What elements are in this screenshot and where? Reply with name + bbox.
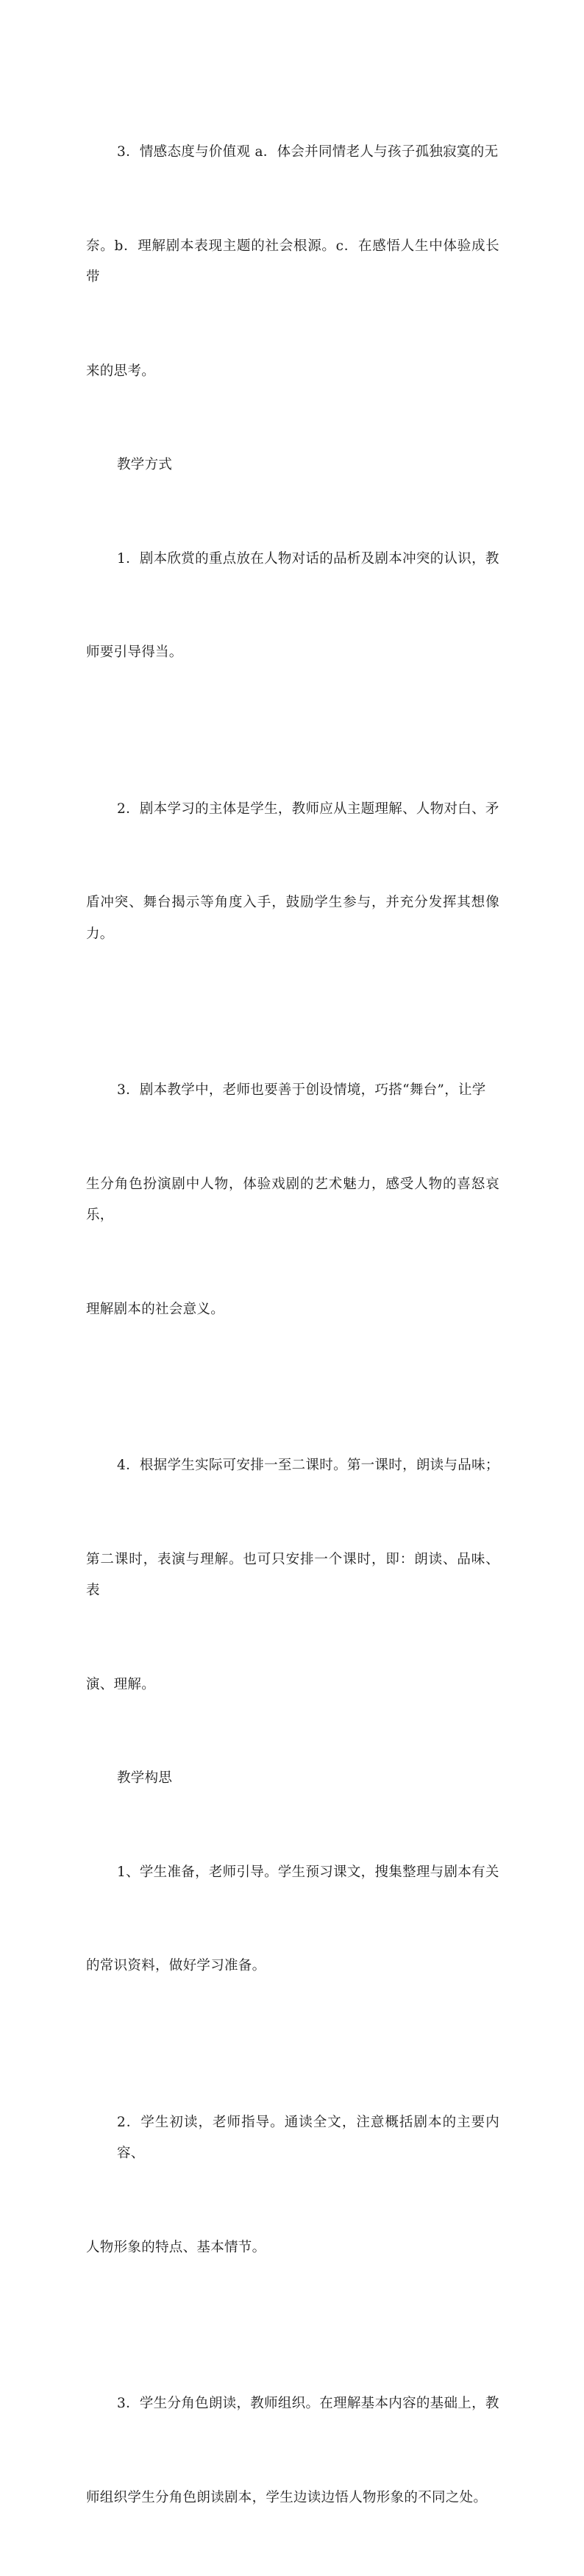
text-line: 盾冲突、舞台揭示等角度入手，鼓励学生参与，并充分发挥其想像力。 xyxy=(86,895,499,942)
text-line: 2．剧本学习的主体是学生，教师应从主题理解、人物对白、矛 xyxy=(117,801,499,817)
text-line: 师组织学生分角色朗读剧本，学生边读边悟人物形象的不同之处。 xyxy=(86,2489,488,2505)
text-line: 来的思考。 xyxy=(86,363,156,379)
teaching-concept-heading: 教学构思 xyxy=(117,1770,173,1786)
method-item-4 xyxy=(86,1388,499,1763)
text-line: 3．剧本教学中，老师也要善于创设情境，巧搭“舞台”，让学 xyxy=(117,1082,486,1098)
method-item-1 xyxy=(86,481,499,731)
teaching-method-heading: 教学方式 xyxy=(117,457,173,472)
concept-item-2 xyxy=(86,2045,499,2327)
text-line: 1、学生准备，老师引导。学生预习课文，搜集整理与剧本有关 xyxy=(117,1864,499,1880)
text-line: 师要引导得当。 xyxy=(86,645,183,660)
text-line: 3．情感态度与价值观 a．体会并同情老人与孩子孤独寂寞的无 xyxy=(117,144,499,160)
concept-item-1 xyxy=(86,1795,499,2045)
text-line: 第二课时，表演与理解。也可只安排一个课时，即：朗读、品味、表 xyxy=(86,1551,499,1598)
text-line: 生分角色扮演剧中人物，体验戏剧的艺术魅力，感受人物的喜怒哀乐， xyxy=(86,1176,499,1223)
text-line: 4．根据学生实际可安排一至二课时。第一课时，朗读与品味； xyxy=(117,1458,499,1473)
concept-item-3 xyxy=(86,2326,499,2576)
emotion-attitude-values-item xyxy=(86,74,499,450)
document-body xyxy=(86,74,499,2576)
text-line: 演、理解。 xyxy=(86,1676,156,1692)
text-line: 1．剧本欣赏的重点放在人物对话的品析及剧本冲突的认识，教 xyxy=(117,550,499,567)
text-line: 理解剧本的社会意义。 xyxy=(86,1301,225,1317)
text-line: 人物形象的特点、基本情节。 xyxy=(86,2239,266,2255)
text-line: 的常识资料，做好学习准备。 xyxy=(86,1958,266,1973)
text-line: 奈。b．理解剧本表现主题的社会根源。c．在感悟人生中体验成长带 xyxy=(86,238,499,285)
method-item-2 xyxy=(86,731,499,1013)
method-item-3 xyxy=(86,1012,499,1388)
text-line: 2．学生初读，老师指导。通读全文，注意概括剧本的主要内容、 xyxy=(117,2114,499,2161)
text-line: 3．学生分角色朗读，教师组织。在理解基本内容的基础上，教 xyxy=(117,2396,499,2411)
